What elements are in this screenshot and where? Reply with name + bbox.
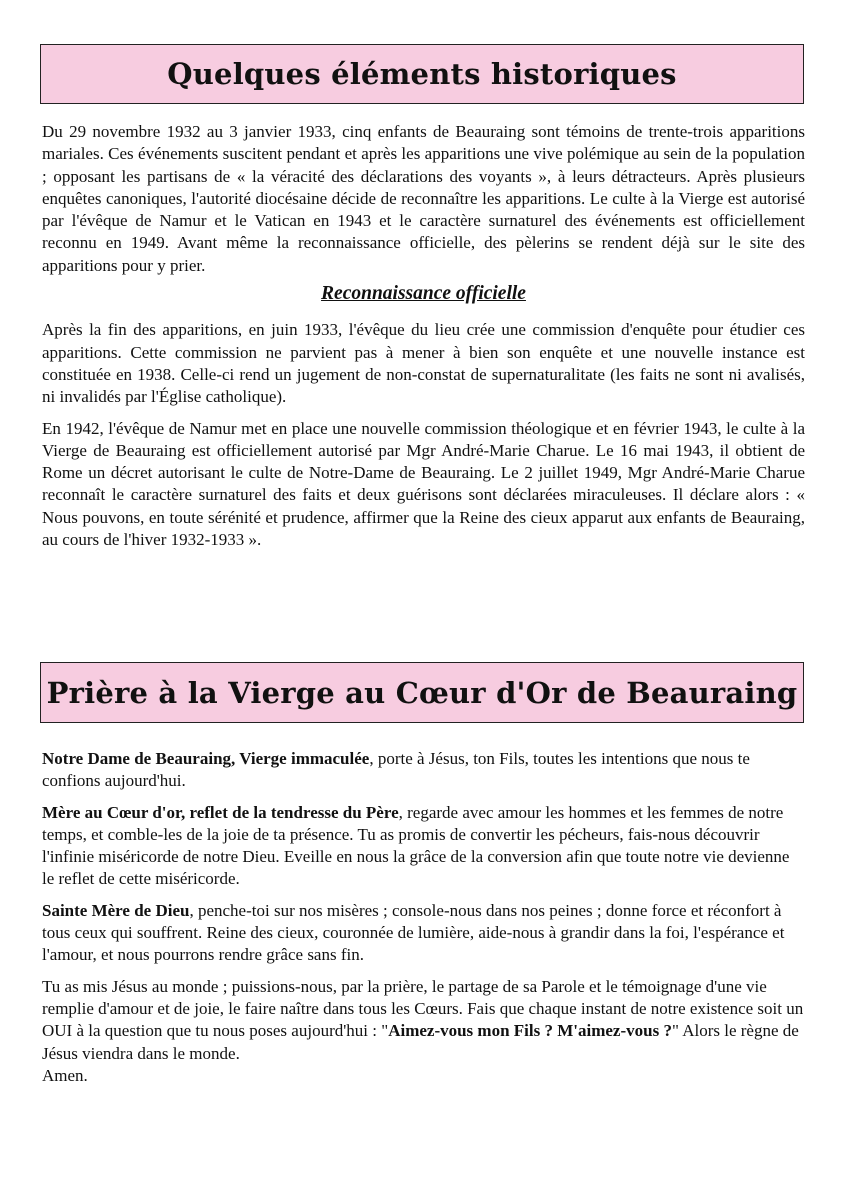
prayer-text-1: , porte à Jésus, ton Fils, toutes les intentions que nous te confions aujourd'hui. (42, 749, 750, 791)
history-text-block (42, 121, 805, 560)
section-title-box-history (40, 44, 804, 104)
prayer-text-3: , penche-toi sur nos misères ; console-nous dans nos peines ; donne force et réconfort à tous ceux qui souffrent. Reine des cieux, couronnée de lumière, aide-nous à grandir dans la foi, l'espérance et l'amour, et nous pourrons rendre grâce sans fin. (42, 900, 785, 965)
subtitle-official-recognition: Reconnaissance officielle (321, 283, 526, 305)
section-title-history: Quelques éléments historiques (167, 57, 677, 91)
prayer-text-block (42, 748, 805, 1087)
prayer-paragraph-4 (42, 976, 805, 1087)
recognition-paragraph-2: En 1942, l'évêque de Namur met en place une nouvelle commission théologique et en février 1943, le culte à la Vierge de Beauraing est officiellement autorisé par Mgr André-Marie Charue. Le 16 mai 1943, il obtient de Rome un décret autorisant le culte de Notre-Dame de Beauraing. Le 2 juillet 1949, Mgr André-Marie Charue reconnaît le caractère surnaturel des faits et deux guérisons sont déclarées miraculeuses. Il déclare alors : « Nous pouvons, en toute sérénité et prudence, affirmer que la Reine des cieux apparut aux enfants de Beauraing, au cours de l'hiver 1932-1933 ». (42, 418, 805, 550)
prayer-invocation-2: Mère au Cœur d'or, reflet de la tendresse du Père (42, 802, 399, 822)
recognition-paragraph-1: Après la fin des apparitions, en juin 1933, l'évêque du lieu crée une commission d'enquête pour étudier ces apparitions. Cette commission ne parvient pas à mener à bien son enquête et une nouvelle instance est constituée en 1938. Celle-ci rend un jugement de non-constat de supernaturalitate (les faits ne sont ni avalisés, ni invalidés par l'Église catholique). (42, 320, 805, 407)
prayer-text-4-end: " Alors le règne de Jésus viendra dans le monde. (42, 1021, 799, 1063)
section-title-prayer: Prière à la Vierge au Cœur d'Or de Beauraing (46, 675, 798, 710)
prayer-invocation-3: Sainte Mère de Dieu (42, 900, 190, 920)
prayer-text-4-start: Tu as mis Jésus au monde ; puissions-nous, par la prière, le partage de sa Parole et le témoignage d'une vie remplie d'amour et de joie, le faire naître dans tous les Cœurs. Fais que chaque instant de notre existence soit un OUI à la question que tu nous poses aujourd'hui : " (42, 976, 804, 1041)
section-title-box-prayer (40, 662, 804, 723)
prayer-paragraph-1 (42, 748, 805, 793)
prayer-question: Aimez-vous mon Fils ? M'aimez-vous ? (388, 1021, 672, 1041)
prayer-paragraph-3 (42, 900, 805, 967)
prayer-invocation-1: Notre Dame de Beauraing, Vierge immaculée (42, 749, 370, 768)
history-intro-paragraph: Du 29 novembre 1932 au 3 janvier 1933, cinq enfants de Beauraing sont témoins de trente-trois apparitions mariales. Ces événements suscitent pendant et après les apparitions une vive polémique au sein de la population ; opposant les partisans de « la véracité des déclarations des voyants », à leurs détracteurs. Après plusieurs enquêtes canoniques, l'autorité diocésaine décide de reconnaître les apparitions. Le culte à la Vierge est autorisé par l'évêque de Namur et le Vatican en 1943 et le caractère surnaturel des événements est officiellement reconnu en 1949. Avant même la reconnaissance officielle, des pèlerins se rendent déjà sur le site des apparitions pour y prier. (42, 122, 805, 275)
prayer-amen: Amen. (42, 1065, 88, 1085)
prayer-text-2: , regarde avec amour les hommes et les femmes de notre temps, et comble-les de la joie de ta présence. Tu as promis de convertir les pécheurs, fais-nous découvrir l'infinie miséricorde de notre Dieu. Eveille en nous la grâce de la conversion afin que toute notre vie devienne le reflet de cette miséricorde. (42, 802, 790, 889)
prayer-paragraph-2 (42, 802, 805, 891)
